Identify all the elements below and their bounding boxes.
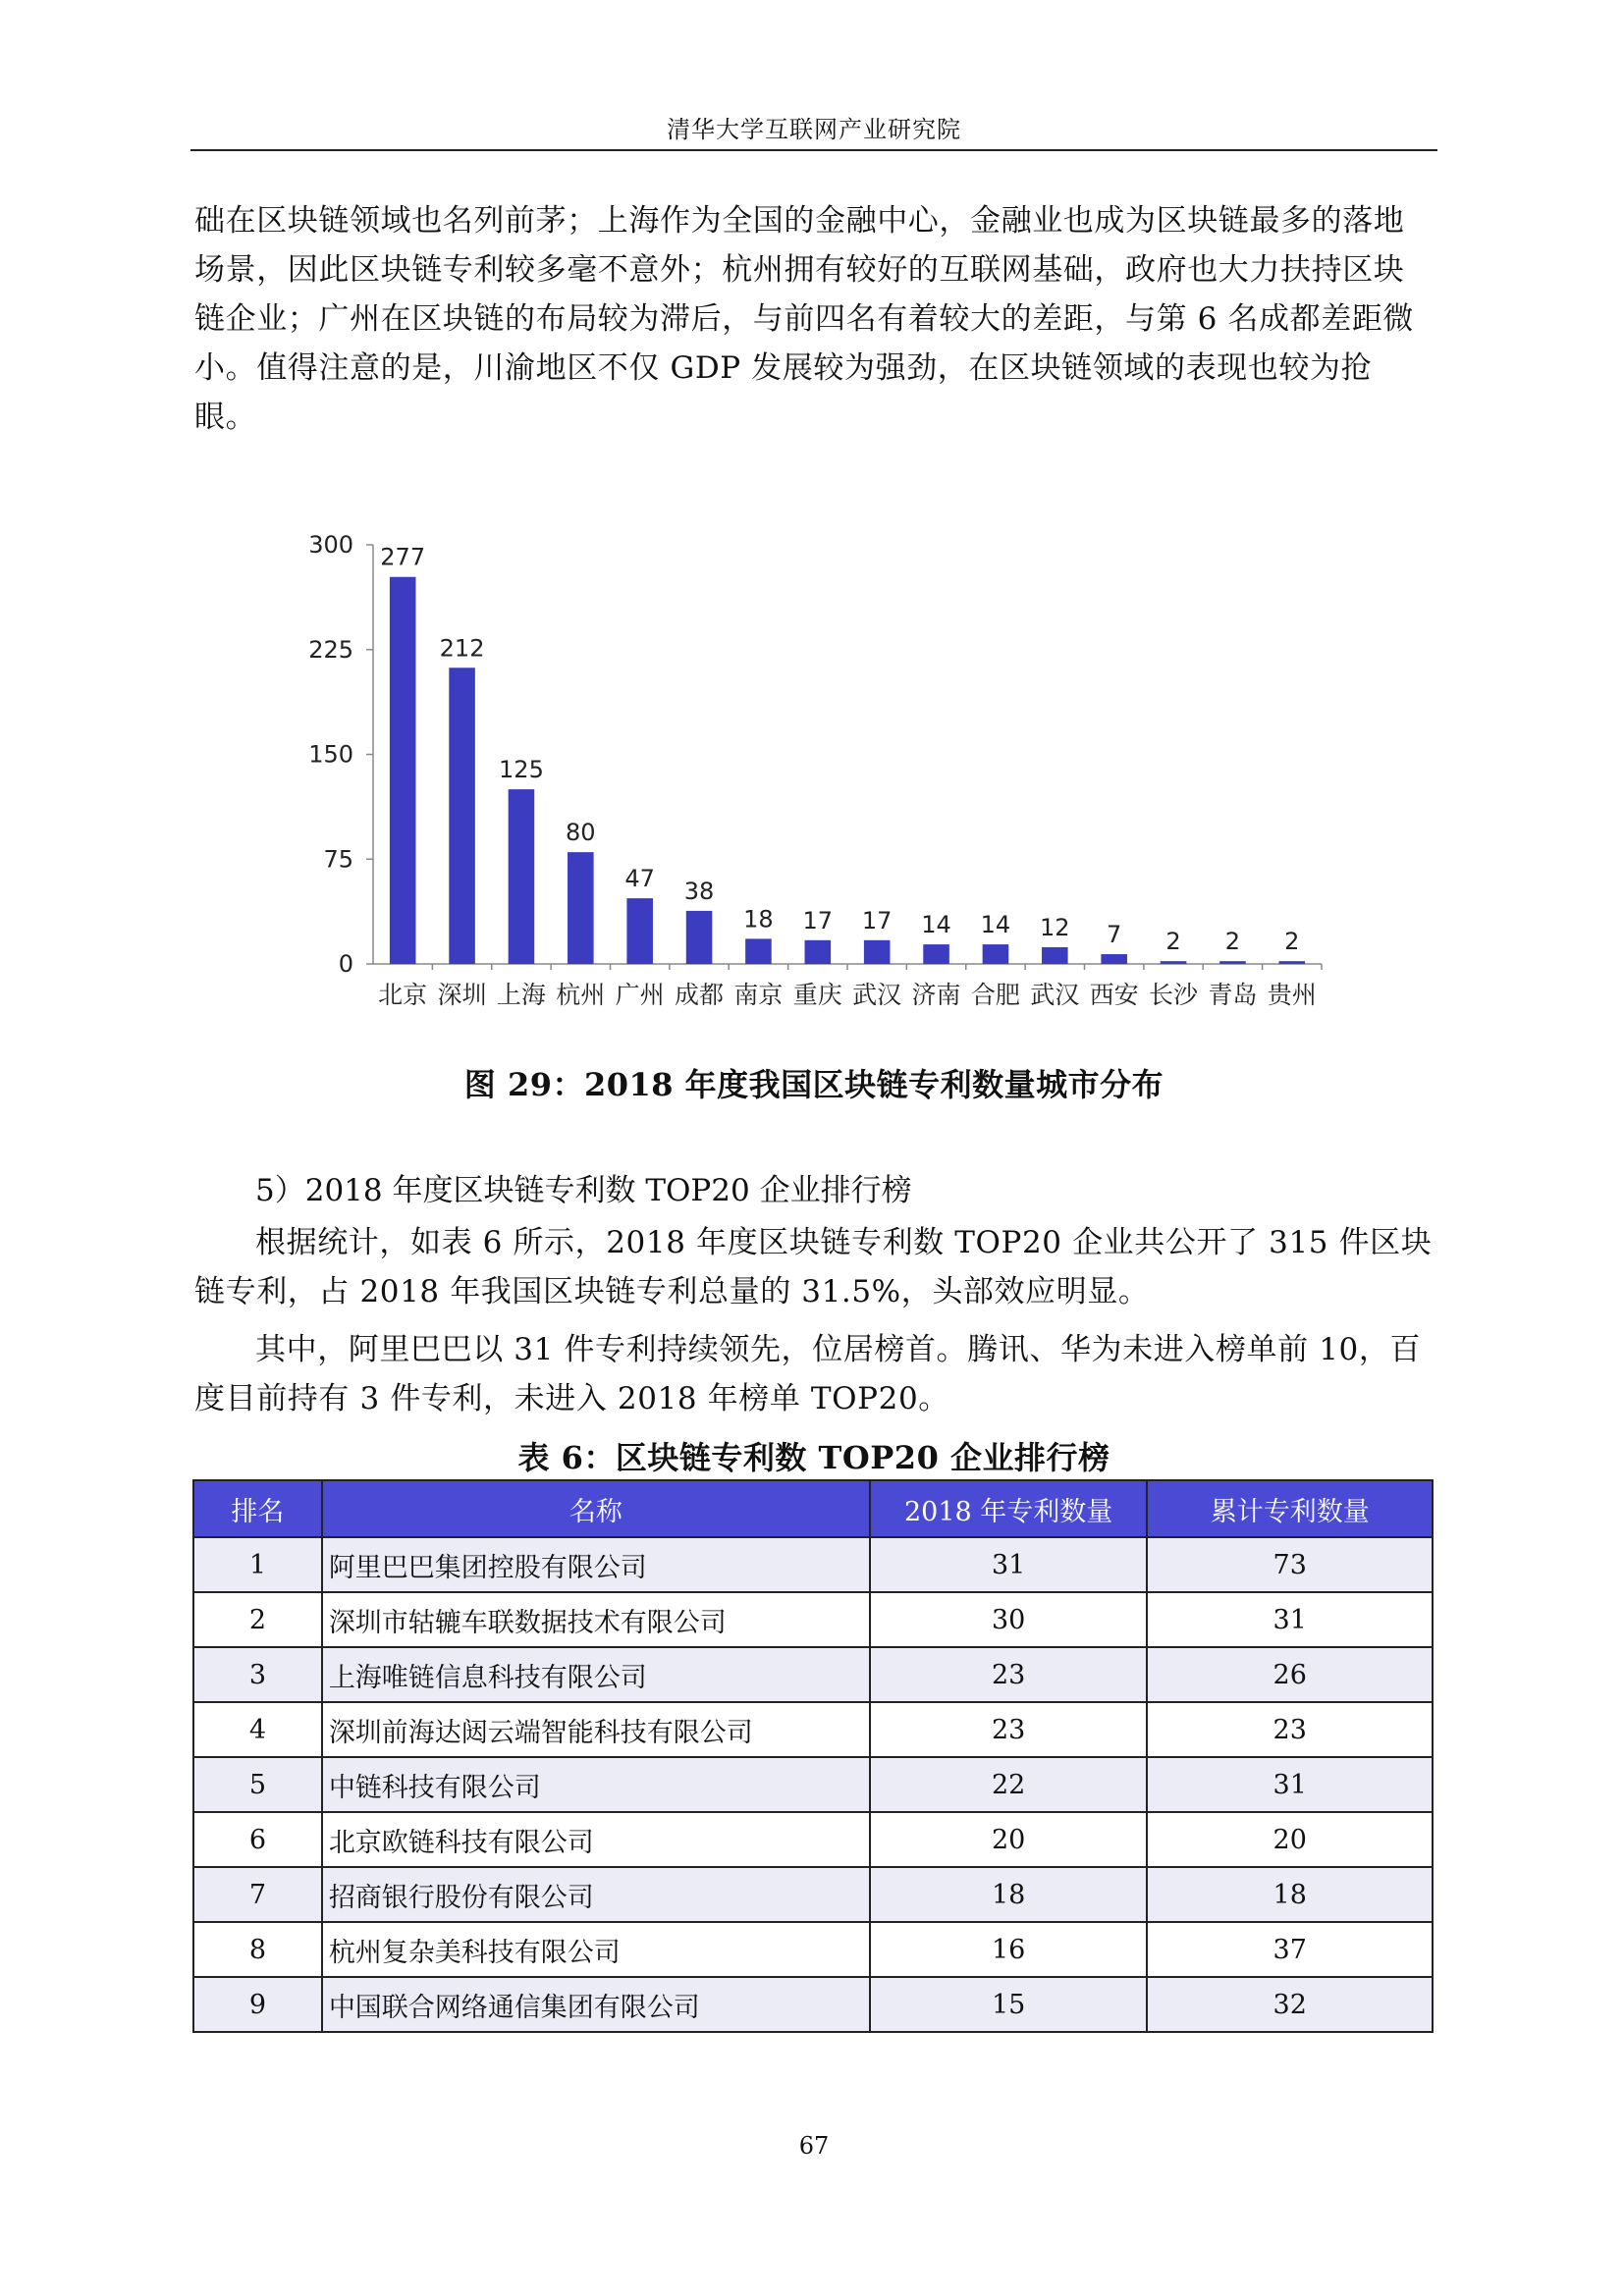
- section-heading: 5）2018 年度区块链专利数 TOP20 企业排行榜: [255, 1173, 912, 1208]
- cell-rank: 5: [193, 1757, 322, 1812]
- cell-2018-patents: 23: [870, 1647, 1148, 1702]
- data-label: 2: [1165, 928, 1181, 956]
- cell-total-patents: 37: [1147, 1922, 1433, 1977]
- header-rank: 排名: [193, 1480, 322, 1537]
- bar: [983, 944, 1009, 964]
- running-header: 清华大学互联网产业研究院: [667, 116, 961, 143]
- bar: [1219, 961, 1246, 964]
- cell-company: 深圳市轱辘车联数据技术有限公司: [322, 1592, 870, 1647]
- table-row: [193, 1592, 1433, 1647]
- y-tick-label: 225: [308, 635, 353, 664]
- data-label: 14: [980, 911, 1011, 939]
- bar: [1042, 947, 1068, 964]
- cell-2018-patents: 18: [870, 1867, 1148, 1922]
- data-label: 80: [566, 819, 596, 847]
- cell-total-patents: 31: [1147, 1592, 1433, 1647]
- table-row: [193, 1647, 1433, 1702]
- bar: [864, 940, 891, 964]
- cell-rank: 4: [193, 1702, 322, 1757]
- cell-company: 招商银行股份有限公司: [322, 1867, 870, 1922]
- bar: [745, 938, 772, 964]
- cell-company: 中国联合网络通信集团有限公司: [322, 1977, 870, 2032]
- x-tick-label: 重庆: [792, 981, 842, 1009]
- x-tick-label: 贵州: [1267, 981, 1317, 1009]
- data-label: 125: [499, 756, 544, 784]
- x-tick-label: 西安: [1089, 981, 1139, 1009]
- cell-rank: 3: [193, 1647, 322, 1702]
- y-tick-label: 300: [308, 531, 353, 559]
- cell-rank: 8: [193, 1922, 322, 1977]
- cell-2018-patents: 16: [870, 1922, 1148, 1977]
- x-tick-label: 南京: [733, 981, 784, 1009]
- header-rule: [190, 149, 1437, 151]
- cell-total-patents: 18: [1147, 1867, 1433, 1922]
- bar: [509, 789, 535, 964]
- table-row: [193, 1702, 1433, 1757]
- patent-city-bar-chart: [285, 520, 1355, 1031]
- data-label: 277: [380, 543, 426, 571]
- cell-total-patents: 26: [1147, 1647, 1433, 1702]
- paragraph-statistics: 根据统计，如表 6 所示，2018 年度区块链专利数 TOP20 企业共公开了 315 件区块链专利，占 2018 年我国区块链专利总量的 31.5%，头部效应明显。: [194, 1225, 1433, 1309]
- cell-2018-patents: 15: [870, 1977, 1148, 2032]
- paragraph-leaders: 其中，阿里巴巴以 31 件专利持续领先，位居榜首。腾讯、华为未进入榜单前 10，百度目前持有 3 件专利，未进入 2018 年榜单 TOP20。: [194, 1332, 1422, 1416]
- cell-total-patents: 73: [1147, 1537, 1433, 1592]
- table-row: [193, 1867, 1433, 1922]
- x-tick-label: 广州: [615, 981, 665, 1009]
- bar: [686, 911, 713, 964]
- table-header-row: [193, 1480, 1433, 1537]
- data-label: 212: [439, 634, 485, 663]
- data-label: 2: [1284, 928, 1300, 956]
- x-tick-label: 深圳: [437, 981, 487, 1009]
- cell-total-patents: 31: [1147, 1757, 1433, 1812]
- table-row: [193, 1537, 1433, 1592]
- cell-total-patents: 32: [1147, 1977, 1433, 2032]
- cell-rank: 7: [193, 1867, 322, 1922]
- x-tick-label: 青岛: [1208, 981, 1258, 1009]
- x-tick-label: 济南: [911, 981, 961, 1009]
- cell-company: 北京欧链科技有限公司: [322, 1812, 870, 1867]
- bar: [923, 944, 949, 964]
- cell-company: 上海唯链信息科技有限公司: [322, 1647, 870, 1702]
- cell-company: 阿里巴巴集团控股有限公司: [322, 1537, 870, 1592]
- bar: [568, 852, 594, 964]
- data-label: 18: [743, 905, 774, 934]
- cell-rank: 6: [193, 1812, 322, 1867]
- x-tick-label: 合肥: [970, 981, 1020, 1009]
- cell-company: 中链科技有限公司: [322, 1757, 870, 1812]
- header-2018-patents: 2018 年专利数量: [870, 1480, 1148, 1537]
- cell-2018-patents: 31: [870, 1537, 1148, 1592]
- bar: [449, 667, 475, 964]
- cell-rank: 9: [193, 1977, 322, 2032]
- cell-total-patents: 23: [1147, 1702, 1433, 1757]
- x-tick-label: 杭州: [556, 981, 606, 1009]
- table-row: [193, 1812, 1433, 1867]
- x-tick-label: 北京: [378, 981, 428, 1009]
- x-tick-label: 武汉: [852, 981, 902, 1009]
- bar: [626, 898, 653, 964]
- table-row: [193, 1757, 1433, 1812]
- bar: [1101, 954, 1127, 964]
- x-tick-label: 上海: [496, 981, 546, 1009]
- cell-total-patents: 20: [1147, 1812, 1433, 1867]
- cell-2018-patents: 23: [870, 1702, 1148, 1757]
- header-total-patents: 累计专利数量: [1147, 1480, 1433, 1537]
- data-label: 17: [861, 906, 893, 934]
- data-label: 14: [921, 911, 951, 939]
- cell-rank: 2: [193, 1592, 322, 1647]
- cell-2018-patents: 22: [870, 1757, 1148, 1812]
- data-label: 47: [624, 865, 655, 893]
- x-tick-label: 长沙: [1149, 981, 1199, 1009]
- x-tick-label: 成都: [675, 981, 725, 1009]
- bar: [1161, 961, 1187, 964]
- header-name: 名称: [322, 1480, 870, 1537]
- figure-caption: 图 29：2018 年度我国区块链专利数量城市分布: [463, 1066, 1164, 1103]
- table-row: [193, 1977, 1433, 2032]
- x-tick-label: 武汉: [1030, 981, 1080, 1009]
- cell-company: 深圳前海达闼云端智能科技有限公司: [322, 1702, 870, 1757]
- bar: [390, 577, 416, 964]
- data-label: 17: [802, 906, 834, 934]
- data-label: 38: [683, 877, 715, 905]
- table-caption: 表 6：区块链专利数 TOP20 企业排行榜: [517, 1439, 1110, 1476]
- bar: [805, 940, 832, 964]
- data-label: 2: [1224, 928, 1241, 956]
- data-label: 7: [1107, 921, 1122, 949]
- ranking-table: [192, 1479, 1434, 2033]
- y-tick-label: 150: [308, 740, 353, 769]
- data-label: 12: [1040, 913, 1070, 941]
- cell-2018-patents: 30: [870, 1592, 1148, 1647]
- cell-2018-patents: 20: [870, 1812, 1148, 1867]
- cell-rank: 1: [193, 1537, 322, 1592]
- y-tick-label: 0: [338, 950, 353, 978]
- page-number: 67: [798, 2132, 830, 2160]
- cell-company: 杭州复杂美科技有限公司: [322, 1922, 870, 1977]
- table-row: [193, 1922, 1433, 1977]
- bar: [1279, 961, 1306, 964]
- y-tick-label: 75: [323, 845, 353, 874]
- intro-paragraph: 础在区块链领域也名列前茅；上海作为全国的金融中心，金融业也成为区块链最多的落地场景，因此区块链专利较多毫不意外；杭州拥有较好的互联网基础，政府也大力扶持区块链企业；广州在区块链的布局较为滞后，与前四名有着较大的差距，与第 6 名成都差距微小。值得注意的是，川渝地区不仅 GDP 发展较为强劲，在区块链领域的表现也较为抢眼。: [194, 203, 1415, 435]
